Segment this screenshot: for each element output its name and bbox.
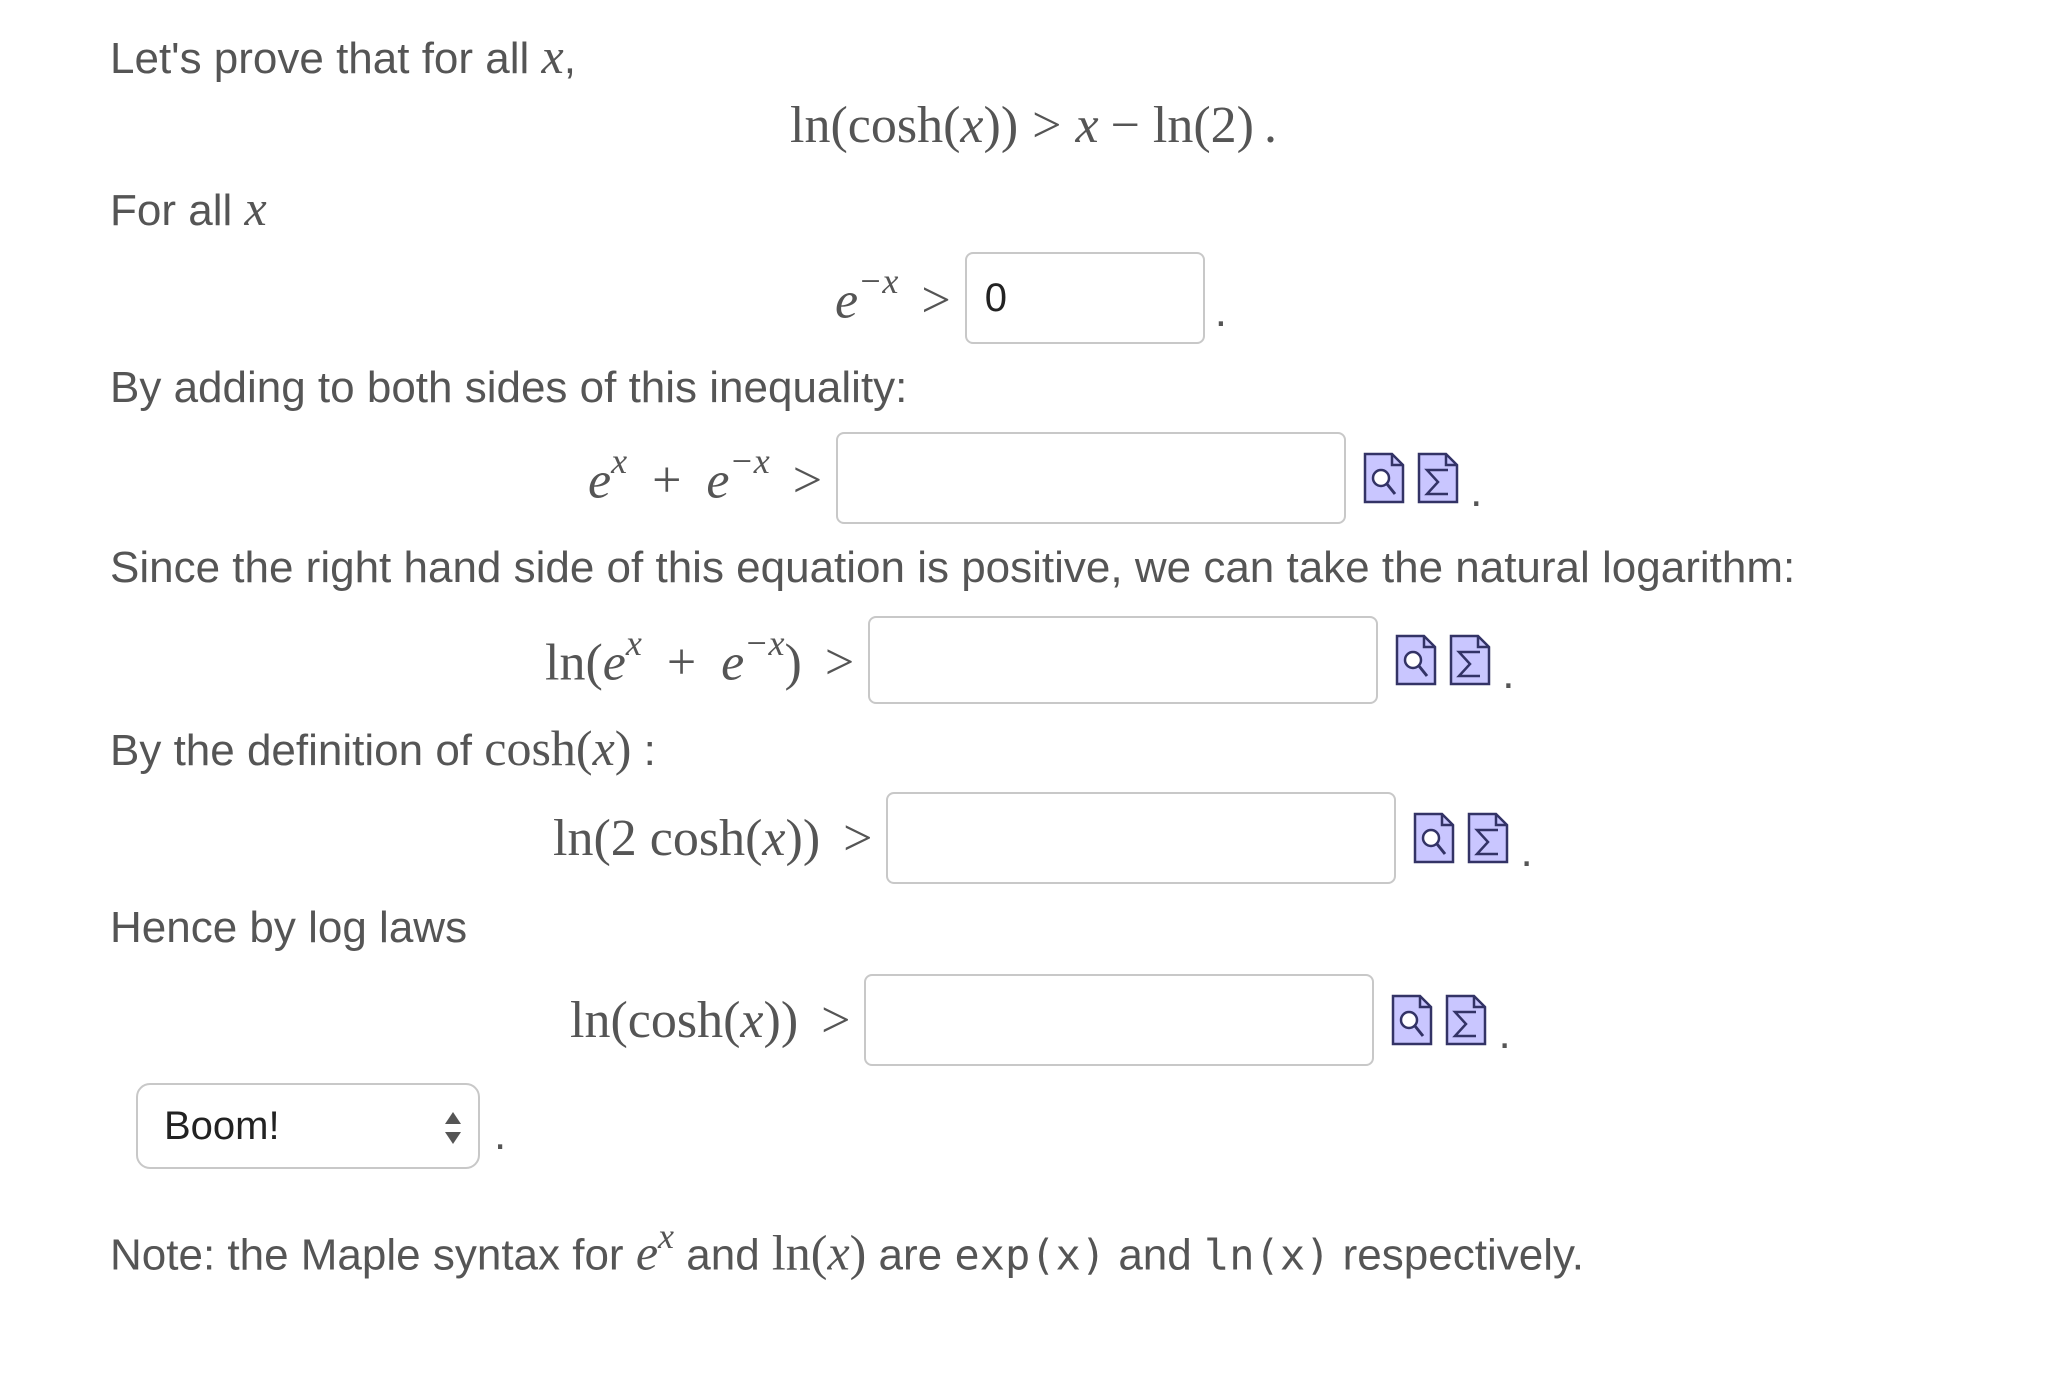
step3-text: Since the right hand side of this equation is positive, we can take the natural logarithm: bbox=[110, 543, 1796, 592]
note-text: Note: the Maple syntax for $e^x$ and ln(x) are exp(x) and ln(x) respectively. bbox=[110, 1216, 1584, 1281]
code-exp: exp(x) bbox=[954, 1230, 1107, 1280]
step3-answer-input[interactable] bbox=[868, 616, 1378, 704]
step2-answer-input[interactable] bbox=[836, 432, 1346, 524]
step5-row bbox=[570, 974, 1511, 1066]
step1-period: . bbox=[1214, 287, 1227, 336]
syntax-check-icon[interactable] bbox=[1466, 812, 1510, 864]
step1-row bbox=[835, 252, 1227, 344]
conclusion-select-value: Boom! bbox=[164, 1103, 280, 1148]
step5-lhs: ln(cosh(x)) > bbox=[570, 991, 851, 1049]
step2-lhs: $e^x + e^{-x}$ > bbox=[588, 440, 823, 510]
step3-row bbox=[545, 616, 1514, 704]
step4-answer-input[interactable] bbox=[886, 792, 1396, 884]
step1-text: For all x bbox=[110, 180, 267, 236]
syntax-check-icon[interactable] bbox=[1416, 452, 1460, 504]
step4-text: By the definition of cosh(x) : bbox=[110, 720, 656, 776]
step1-lhs: $e^{-x}$ > bbox=[835, 260, 951, 330]
step4-period: . bbox=[1520, 827, 1533, 876]
step5-period: . bbox=[1498, 1009, 1511, 1058]
step2-row bbox=[588, 432, 1482, 524]
step2-text: By adding to both sides of this inequality: bbox=[110, 363, 908, 412]
step5-text: Hence by log laws bbox=[110, 903, 468, 952]
select-arrows-icon bbox=[442, 1107, 464, 1149]
syntax-check-icon[interactable] bbox=[1444, 994, 1488, 1046]
preview-icon[interactable] bbox=[1362, 452, 1406, 504]
step4-lhs: ln(2 cosh(x)) > bbox=[553, 809, 873, 867]
preview-icon[interactable] bbox=[1412, 812, 1456, 864]
dropdown-period: . bbox=[494, 1110, 507, 1159]
preview-icon[interactable] bbox=[1390, 994, 1434, 1046]
intro-text: Let's prove that for all x, bbox=[110, 28, 576, 84]
main-inequality: ln(cosh( x )) > x − ln(2) . bbox=[790, 97, 1277, 154]
step3-lhs: $\ln(e^x + e^{-x})$ > bbox=[545, 622, 855, 692]
step1-answer-input[interactable] bbox=[965, 252, 1205, 344]
step2-period: . bbox=[1470, 467, 1483, 516]
step5-answer-input[interactable] bbox=[864, 974, 1374, 1066]
step4-row bbox=[553, 792, 1533, 884]
conclusion-select[interactable] bbox=[136, 1083, 480, 1169]
preview-icon[interactable] bbox=[1394, 634, 1438, 686]
step3-period: . bbox=[1502, 649, 1515, 698]
syntax-check-icon[interactable] bbox=[1448, 634, 1492, 686]
code-ln: ln(x) bbox=[1203, 1230, 1331, 1280]
